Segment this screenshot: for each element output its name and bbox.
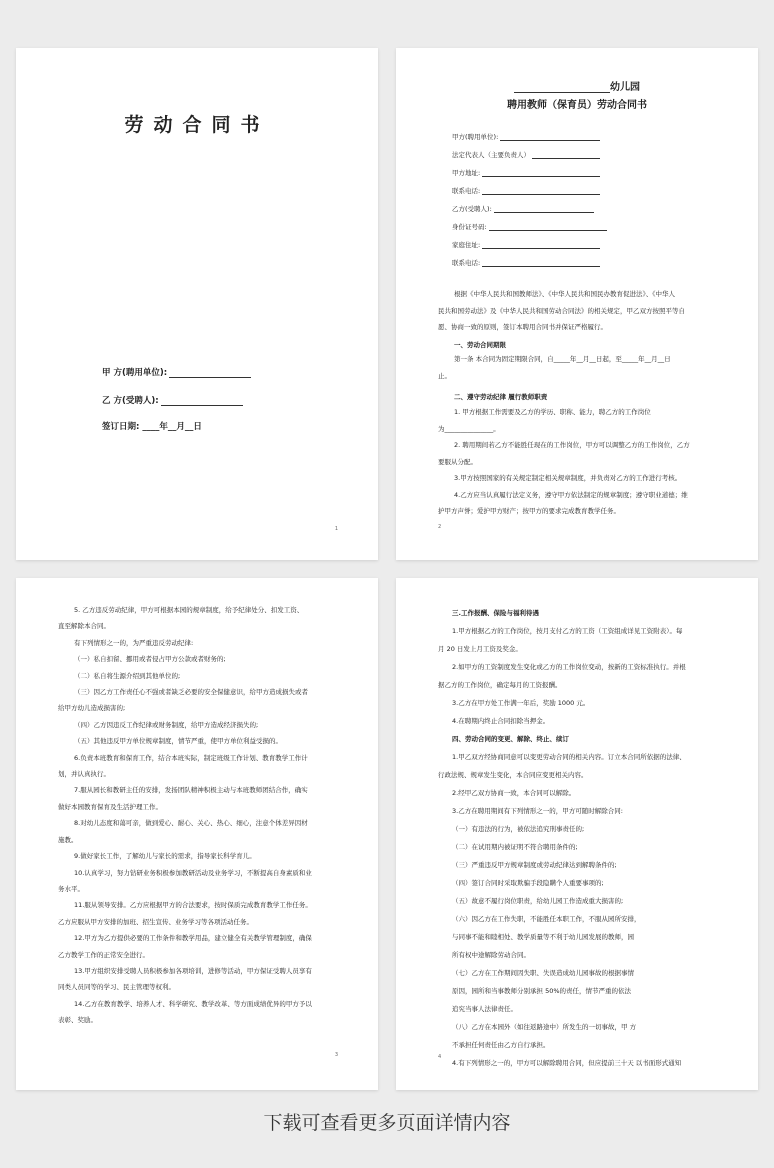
party-b-label: 乙 方(受聘人): [102, 396, 159, 406]
contract-page-3 [16, 578, 378, 1090]
section-2-title: 二、遵守劳动纪律 履行教师职责 [454, 393, 548, 401]
party-b-blank [161, 396, 243, 406]
section-1-text: 第一条 本合同为固定期限合同，自_____年__月__日起，至_____年__月__日 止。 [438, 355, 671, 380]
field-id-number: 身份证号码: [452, 222, 607, 231]
cover-title: 劳动合同书 [124, 114, 270, 136]
page-number: 1 [334, 526, 338, 532]
page-number: 2 [438, 524, 442, 530]
contract-page-4 [396, 578, 758, 1090]
field-legal-rep: 法定代表人（主要负责人） [452, 150, 600, 159]
section-4-title: 四、劳动合同的变更、解除、终止、续订 [452, 735, 569, 743]
kindergarten-name-blank [514, 81, 610, 93]
sign-date-label: 签订日期: [102, 422, 140, 432]
preamble: 根据《中华人民共和国教师法》、《中华人民共和国民办教育促进法》、《中华人 民共和国劳动法》及《中华人民共和国劳动合同法》的相关规定，甲乙双方按照平等自 愿、协商一致的原则，签订本聘用合同书并保证严格履行。 [438, 290, 685, 331]
sign-date-value: ____年__月__日 [142, 422, 202, 432]
page-number: 4 [438, 1054, 442, 1060]
contract-page-2 [396, 48, 758, 560]
kindergarten-heading [396, 78, 758, 93]
party-b-line [102, 394, 243, 406]
field-employee-phone: 联系电话: [452, 258, 600, 267]
kindergarten-suffix: 幼儿园 [610, 82, 640, 93]
field-employer: 甲方(聘用单位): [452, 132, 600, 141]
field-employee: 乙方(受聘人): [452, 204, 594, 213]
party-a-line [102, 366, 251, 378]
download-caption: 下载可查看更多页面详情内容 [263, 1112, 511, 1134]
party-a-label: 甲 方(聘用单位): [102, 368, 168, 378]
field-home-address: 家庭住址: [452, 240, 600, 249]
section-3-title: 三.工作报酬、保险与福利待遇 [452, 609, 539, 617]
field-employer-address: 甲方地址: [452, 168, 600, 177]
party-a-blank [169, 368, 251, 378]
field-employer-phone: 联系电话: [452, 186, 600, 195]
page-4-text: 三.工作报酬、保险与福利待遇 1.甲方根据乙方的工作岗位，按月支付乙方的工资（工资组成详见工资附表）。每 月 20 日发上月工资及奖金。 2.如甲方的工资制度发生变化或乙方的工作岗位变动，按新的工资标准执行。并根 据乙方的工作岗位，确定每月的工资报酬。 3.乙方在甲方处工作满一年后，奖励 1000 元。 4.在聘期内终止合同扣除当押金。 四、劳动合同的变更、解除、终止、续订 1.甲乙双方经协商同意可以变更劳动合同的相关内容。订立本合同所依据的法律、 行政法规、规章发生变化，本合同应变更相关内容。 2.经甲乙双方协商一致，本合同可以解除。 3.乙方在聘用期间有下列情形之一的，甲方可随时解除合同: （一）有违法的行为，被依法追究刑事责任的; （二）在试用期内被证明不符合聘用条件的; （三）严重违反甲方规章制度或劳动纪律达到解聘条件的; （四）签订合同时采取欺骗手段隐瞒个人重要事项的; （五）故意不履行岗位职责，给幼儿园工作造成重大损害的; （六）因乙方在工作失职，不能胜任本职工作，不服从园所安排， 与同事不能和睦相处、教学质量等不利于幼儿园发展的教师，园 所有权中途解除劳动合同。 （七）乙方在工作期间因失职、失误造成幼儿园事故的根据事情 原因，园所和当事教师分别承担 50%的责任，情节严重的依法 追究当事人法律责任。 （八）乙方在本园外（如往返路途中）所发生的一切事故，甲 方 不承担任何责任由乙方自行承担。 4.有下列情形之一的，甲方可以解除聘用合同，但应提前三十天 以书面形式通知 [438, 604, 686, 1072]
page-3-text: 5. 乙方违反劳动纪律，甲方可根据本园的规章制度，给予纪律处分、扣发工资、 直至解除本合同。 有下列情形之一的，为严重违反劳动纪律: （一）私自扣留、挪用或者侵占甲方公款或者财务的; （二）私自将生源介绍到其他单位的; （三）因乙方工作责任心不强或者缺乏必要的安全保健意识，给甲方造成损失或者 给甲方幼儿造成损害的; （四）乙方因违反工作纪律或财务制度，给甲方造成经济损失的; （五）其他违反甲方单位规章制度，情节严重，使甲方单位利益受损的。 6.负责本班教育和保育工作，结合本班实际，制定班级工作计划、教育教学工作计 划，并认真执行。 7.服从园长和教研主任的安排，发扬团队精神积极主动与本班教师团结合作，确实 做好本园教育保育及生活护理工作。 8.对幼儿态度和蔼可亲，做到爱心、耐心、关心、热心、细心，注意个体差异因材 施教。 9.做好家长工作，了解幼儿与家长的需求，指导家长科学育儿。 10.认真学习，努力钻研业务积极参加教研活动及业务学习，不断提高自身素质和业 务水平。 11.服从领导安排。乙方应根据甲方的合法要求，按时保质完成教育教学工作任务。 乙方应服从甲方安排的加班、招生宣传、业务学习等各项活动任务。 12.甲方为乙方提供必要的工作条件和教学用品，建立健全有关教学管理制度，确保 乙方教学工作的正常安全进行。 13.甲方组织安排受聘人员积极参加各项培训，进修等活动，甲方保证受聘人员享有 同类人员同等的学习、民主管理等权利。 14.乙方在教育教学、培养人才、科学研究、教学改革、等方面成绩优异的甲方予以 表彰、奖励。 [58, 606, 312, 1025]
section-2-text: 1. 甲方根据工作需要及乙方的学历、职称、能力，聘乙方的工作岗位 为_______________。 2. 聘用期间若乙方不能胜任现在的工作岗位，甲方可以调整乙方的工作岗位，乙方 要服从分配。 3.甲方按照国家的有关规定制定相关规章制度，并负责对乙方的工作进行考核。 4.乙方应当认真履行法定义务，遵守甲方依法制定的规章制度；遵守职业道德；维 护甲方声誉；爱护甲方财产；按甲方的要求完成教育教学任务。 [438, 408, 690, 515]
page-number: 3 [334, 1052, 338, 1058]
cover-page [16, 48, 378, 560]
contract-title: 聘用教师（保育员）劳动合同书 [507, 100, 647, 111]
section-1-title: 一、劳动合同期限 [454, 341, 506, 349]
sign-date-line [102, 420, 202, 432]
